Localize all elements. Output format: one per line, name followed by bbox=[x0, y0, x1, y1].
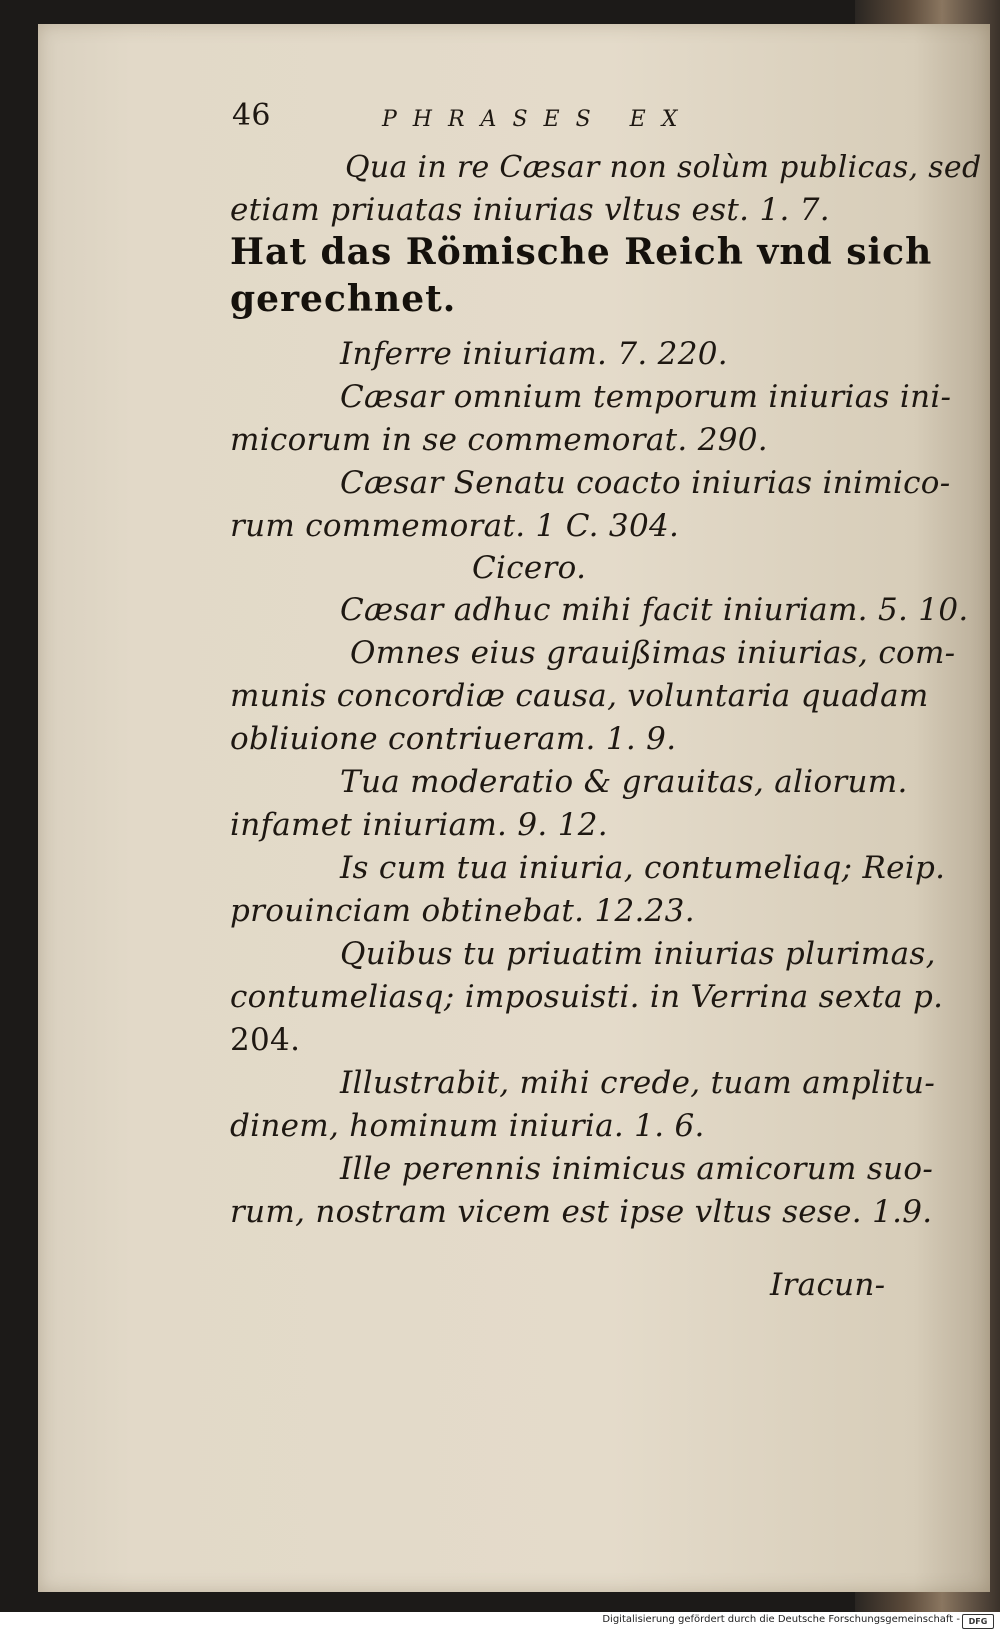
section-heading-cicero: Cicero. bbox=[472, 550, 587, 586]
text-line-1: Qua in re Cæsar non solùm publicas, sed bbox=[345, 150, 982, 185]
footer-credit: Digitalisierung gefördert durch die Deutsche Forschungsgemeinschaft - bbox=[602, 1614, 960, 1625]
text-line-2: etiam priuatas iniurias vltus est. 1. 7. bbox=[230, 192, 830, 228]
text-line-23: dinem, hominum iniuria. 1. 6. bbox=[230, 1108, 705, 1144]
text-line-19: Quibus tu priuatim iniurias plurimas, bbox=[340, 936, 936, 972]
text-line-21: 204. bbox=[230, 1022, 301, 1058]
text-line-11: Cæsar adhuc mihi facit iniuriam. 5. 10. bbox=[340, 592, 969, 628]
text-line-18: prouinciam obtinebat. 12.23. bbox=[230, 893, 695, 929]
page-number: 46 bbox=[232, 98, 271, 133]
text-line-20: contumeliasq; imposuisti. in Verrina sexta p. bbox=[230, 979, 944, 1015]
catchword: Iracun- bbox=[770, 1267, 886, 1303]
text-line-7: micorum in se commemorat. 290. bbox=[230, 422, 768, 458]
text-line-9: rum commemorat. 1 C. 304. bbox=[230, 508, 680, 544]
text-line-25: rum, nostram vicem est ipse vltus sese. 1.9. bbox=[230, 1194, 933, 1230]
dfg-logo-icon: DFG bbox=[962, 1614, 994, 1629]
text-line-12: Omnes eius grauißimas iniurias, com- bbox=[350, 635, 956, 671]
running-head: PHRASES EX bbox=[382, 107, 694, 132]
text-line-17: Is cum tua iniuria, contumeliaq; Reip. bbox=[340, 850, 946, 886]
text-line-15: Tua moderatio & grauitas, aliorum. bbox=[340, 764, 908, 800]
text-line-6: Cæsar omnium temporum iniurias ini- bbox=[340, 379, 952, 415]
text-line-24: Ille perennis inimicus amicorum suo- bbox=[340, 1151, 934, 1187]
text-line-3: Hat das Römische Reich vnd sich bbox=[230, 231, 933, 273]
text-line-13: munis concordiæ causa, voluntaria quadam bbox=[230, 678, 929, 714]
text-line-4: gerechnet. bbox=[230, 278, 457, 320]
text-line-16: infamet iniuriam. 9. 12. bbox=[230, 807, 608, 843]
text-line-8: Cæsar Senatu coacto iniurias inimico- bbox=[340, 465, 951, 501]
footer-bar bbox=[0, 1612, 1000, 1629]
text-line-5: Inferre iniuriam. 7. 220. bbox=[340, 336, 728, 372]
text-line-22: Illustrabit, mihi crede, tuam amplitu- bbox=[340, 1065, 936, 1101]
text-line-14: obliuione contriueram. 1. 9. bbox=[230, 721, 677, 757]
